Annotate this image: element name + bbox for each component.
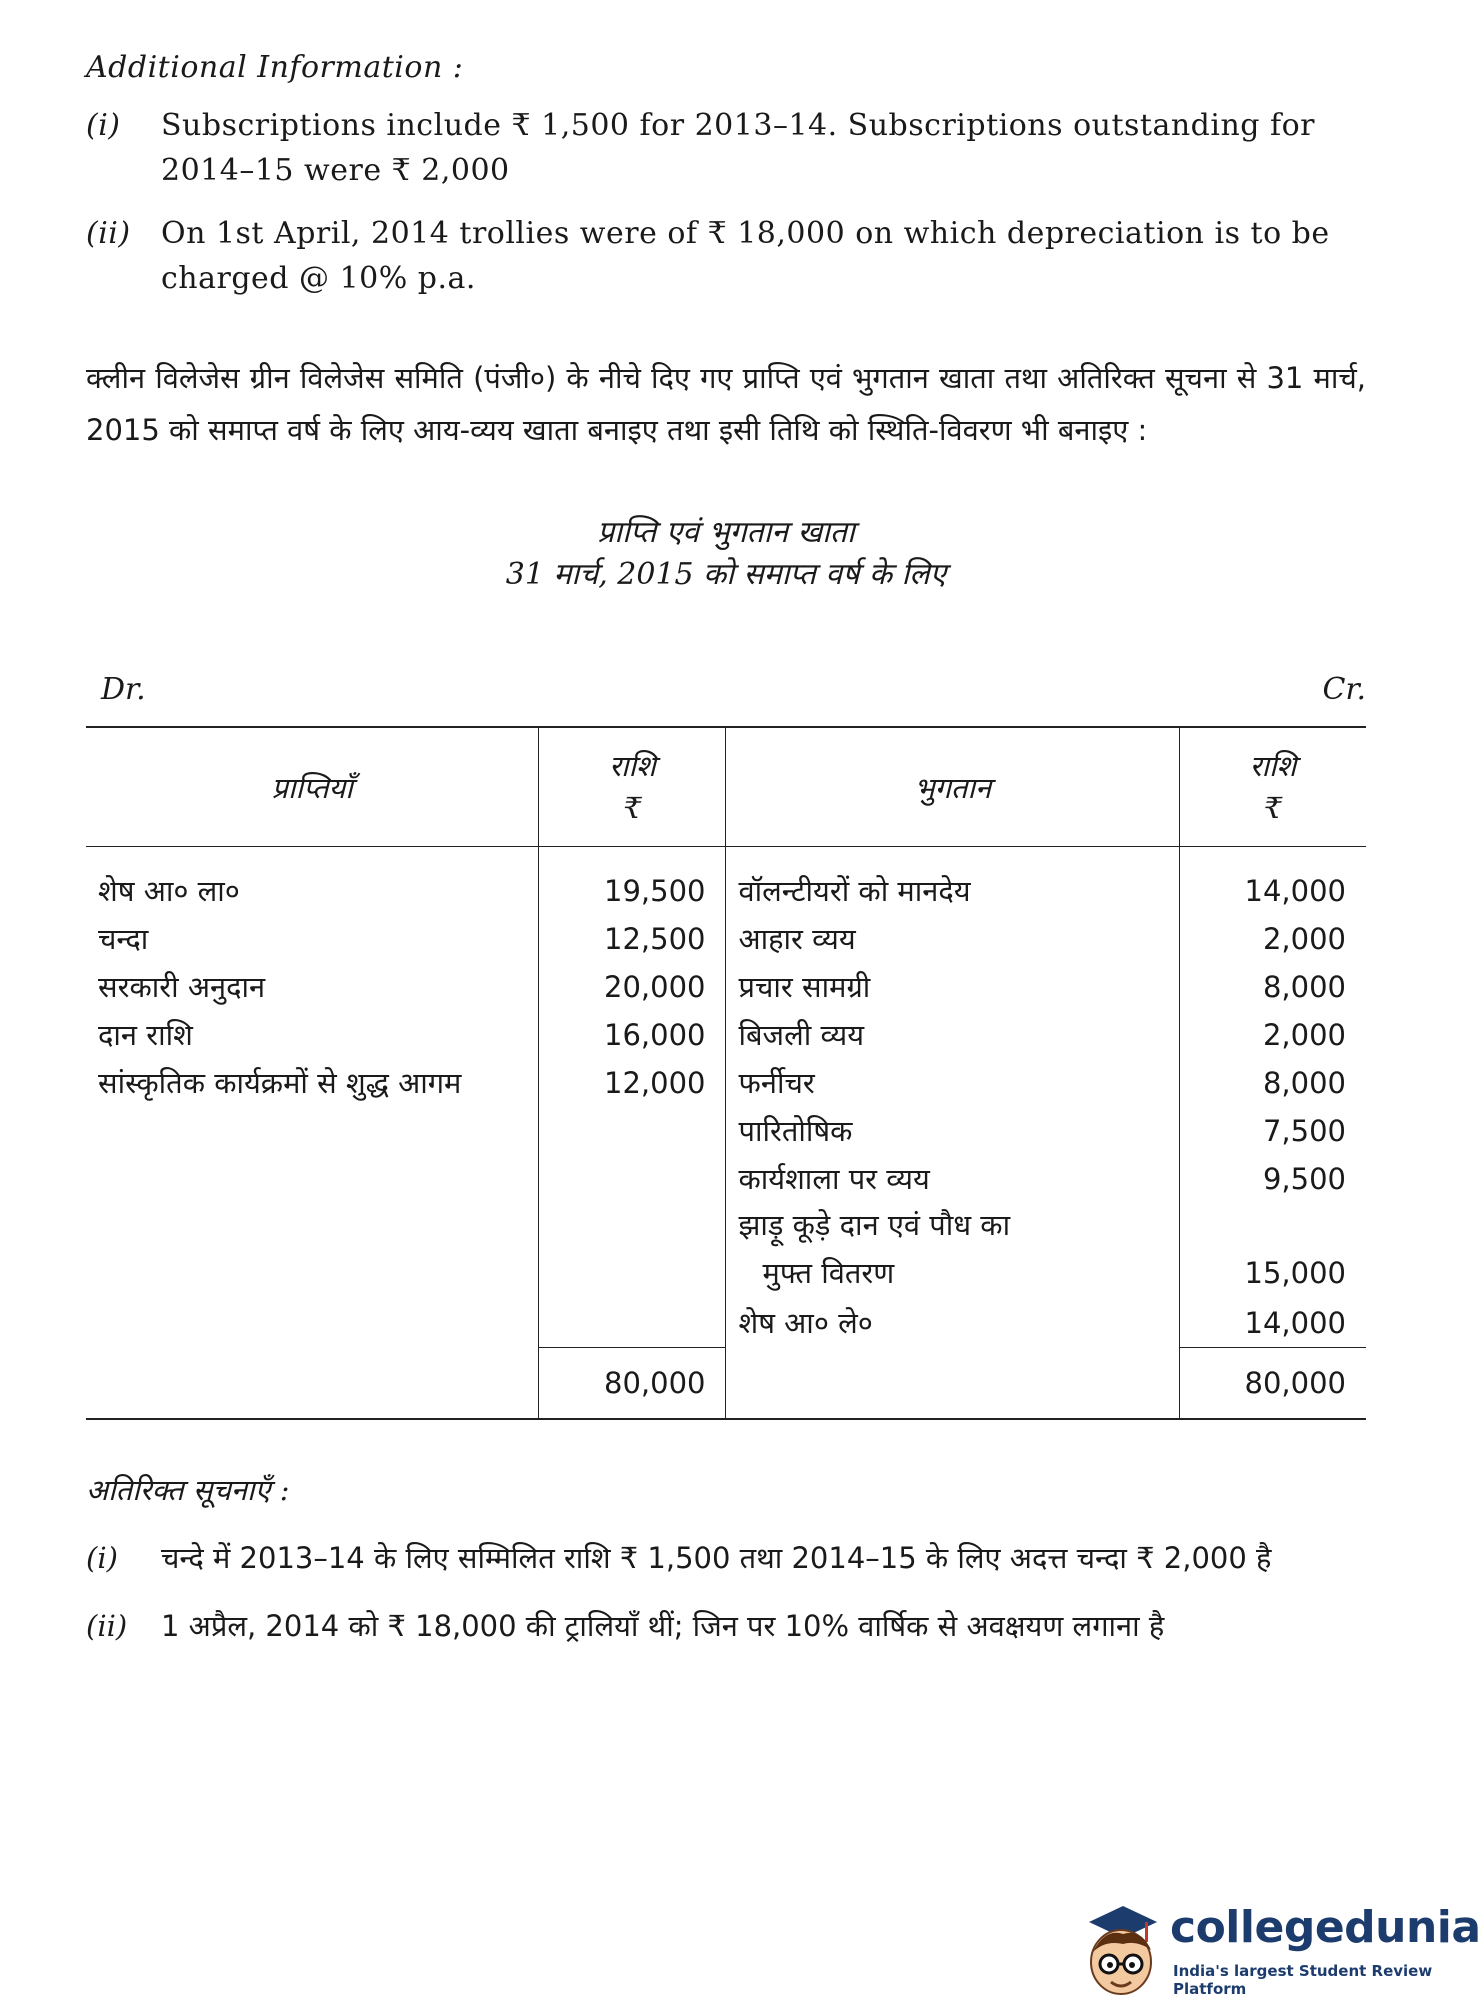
table-body-row <box>86 847 1366 1348</box>
receipts-amount-header: राशि ₹ <box>539 727 726 847</box>
list-item: 9,500 <box>1262 1162 1346 1196</box>
list-item: सांस्कृतिक कार्यक्रमों से शुद्ध आगम <box>98 1066 462 1100</box>
list-item: सरकारी अनुदान <box>98 970 266 1004</box>
item-text: Subscriptions include ₹ 1,500 for 2013–14. Subscriptions outstanding for 2014–15 were ₹ 2,000 <box>161 108 1316 188</box>
account-subtitle: 31 मार्च, 2015 को समाप्त वर्ष के लिए <box>505 557 947 592</box>
hindi-question: क्लीन विलेजेस ग्रीन विलेजेस समिति (पंजी०) के नीचे दिए गए प्राप्ति एवं भुगतान खाता तथा अतिरिक्त सूचना से 31 मार्च, 2015 को समाप्त वर्ष के लिए आय-व्यय खाता बनाइए तथा इसी तिथि को स्थिति-विवरण भी बनाइए : <box>86 361 1366 447</box>
list-item: फर्नीचर <box>738 1066 815 1100</box>
total-payments: 80,000 <box>1179 1348 1366 1420</box>
total-blank <box>86 1348 539 1420</box>
list-item: 14,000 <box>1244 874 1346 908</box>
receipts-labels <box>86 847 539 1348</box>
english-item-2 <box>86 211 1366 301</box>
item-number: (i) <box>86 108 121 143</box>
list-item: शेष आ० ले० <box>738 1306 873 1340</box>
list-item: 12,000 <box>604 1066 706 1100</box>
list-item: 20,000 <box>604 970 706 1004</box>
list-item: प्रचार सामग्री <box>738 970 871 1004</box>
item-number: (ii) <box>86 216 131 251</box>
list-item: झाड़ू कूड़े दान एवं पौध का <box>738 1208 1011 1242</box>
table-header-row <box>86 727 1366 847</box>
rupee-icon: ₹ <box>1263 791 1283 825</box>
item-text: On 1st April, 2014 trollies were of ₹ 18,000 on which depreciation is to be charged @ 10% p.a. <box>161 216 1330 296</box>
mascot-icon <box>1075 1900 1167 2000</box>
list-item: 15,000 <box>1244 1256 1346 1290</box>
additional-info-heading: Additional Information : <box>86 50 464 85</box>
logo-brand: collegedunia <box>1170 1902 1481 1953</box>
list-item: 7,500 <box>1262 1114 1346 1148</box>
list-item: वॉलन्टीयरों को मानदेय <box>738 874 971 908</box>
receipts-header: प्राप्तियाँ <box>86 727 539 847</box>
credit-label: Cr. <box>1322 672 1366 707</box>
list-item: 14,000 <box>1244 1306 1346 1340</box>
payments-header: भुगतान <box>726 727 1179 847</box>
list-item: 8,000 <box>1262 1066 1346 1100</box>
item-number: (ii) <box>86 1609 128 1643</box>
spacer <box>1180 1203 1346 1251</box>
logo-tagline: India's largest Student Review Platform <box>1173 1962 1433 1998</box>
list-item: पारितोषिक <box>738 1114 853 1148</box>
list-item: 2,000 <box>1262 922 1346 956</box>
english-item-1 <box>86 103 1366 193</box>
item-number: (i) <box>86 1541 118 1575</box>
receipts-payments-table <box>86 726 1366 1420</box>
item-text: 1 अप्रैल, 2014 को ₹ 18,000 की ट्रालियाँ थीं; जिन पर 10% वार्षिक से अवक्षयण लगाना है <box>161 1609 1165 1643</box>
list-item: 19,500 <box>604 874 706 908</box>
account-title: प्राप्ति एवं भुगतान खाता <box>597 515 855 550</box>
list-item: कार्यशाला पर व्यय <box>738 1162 930 1196</box>
english-additional-info <box>86 50 1366 319</box>
collegedunia-logo[interactable] <box>1075 1900 1481 2000</box>
list-item: 8,000 <box>1262 970 1346 1004</box>
hindi-additional-heading: अतिरिक्त सूचनाएँ : <box>86 1473 290 1507</box>
list-item: दान राशि <box>98 1018 193 1052</box>
list-item: आहार व्यय <box>738 922 856 956</box>
debit-label: Dr. <box>101 672 146 707</box>
total-receipts: 80,000 <box>539 1348 726 1420</box>
payments-amount-header: राशि ₹ <box>1179 727 1366 847</box>
item-text: चन्दे में 2013–14 के लिए सम्मिलित राशि ₹ 1,500 तथा 2014–15 के लिए अदत्त चन्दा ₹ 2,000 है <box>161 1541 1272 1575</box>
receipts-amounts <box>539 847 726 1348</box>
hindi-item-1 <box>86 1533 1366 1583</box>
list-item: बिजली व्यय <box>738 1018 865 1052</box>
payments-amounts <box>1179 847 1366 1348</box>
list-item: मुफ्त वितरण <box>762 1256 895 1290</box>
hindi-item-2 <box>86 1601 1366 1651</box>
hindi-additional-info <box>86 1470 1366 1669</box>
payments-labels <box>726 847 1179 1420</box>
rupee-icon: ₹ <box>623 791 642 825</box>
list-item: 16,000 <box>604 1018 706 1052</box>
list-item: 2,000 <box>1262 1018 1346 1052</box>
list-item: शेष आ० ला० <box>98 874 240 908</box>
list-item: 12,500 <box>604 922 706 956</box>
list-item: चन्दा <box>98 922 149 956</box>
